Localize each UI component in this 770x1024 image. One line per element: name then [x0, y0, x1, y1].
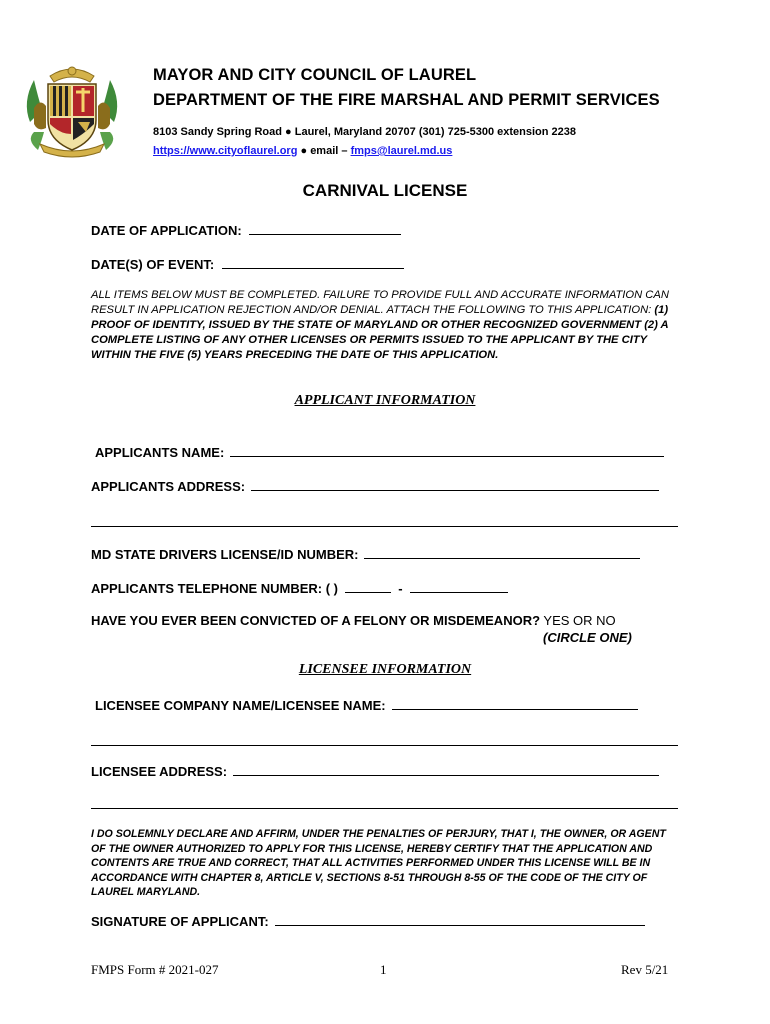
- header-department-name: DEPARTMENT OF THE FIRE MARSHAL AND PERMIT SERVICES: [153, 91, 660, 109]
- drivers-license-row: [91, 546, 640, 562]
- revision-label: Rev 5/21: [621, 962, 669, 977]
- dates-of-event-label: DATE(S) OF EVENT:: [91, 257, 215, 272]
- licensee-company-row: [95, 697, 638, 713]
- date-of-application-row: [91, 222, 401, 238]
- dates-of-event-row: [91, 256, 404, 272]
- signature-row: [91, 913, 645, 929]
- telephone-prefix-field[interactable]: [345, 580, 391, 593]
- felony-question: HAVE YOU EVER BEEN CONVICTED OF A FELONY OR MISDEMEANOR?: [91, 613, 541, 628]
- dates-of-event-field[interactable]: [222, 256, 404, 269]
- applicant-section-heading: APPLICANT INFORMATION: [294, 393, 476, 408]
- applicant-address-label: APPLICANTS ADDRESS:: [91, 479, 246, 494]
- declaration-paragraph: I DO SOLEMNLY DECLARE AND AFFIRM, UNDER THE PENALTIES OF PERJURY, THAT I, THE OWNER, OR AGENT OF THE OWNER AUTHORIZED TO APPLY FOR THIS LICENSE, HEREBY CERTIFY THAT THE APPLICATION AND CONTENTS ARE TRUE AND CORRECT, THAT ALL ACTIVITIES PERFORMED UNDER THIS LICENSE WILL BE IN ACCORDANCE WITH CHAPTER 8, ARTICLE V, SECTIONS 8-51 THROUGH 8-55 OF THE CODE OF THE CITY OF LAUREL MARYLAND.: [91, 828, 666, 899]
- licensee-address-label: LICENSEE ADDRESS:: [91, 764, 228, 779]
- city-seal-icon: [20, 62, 124, 158]
- licensee-address-field[interactable]: [233, 763, 659, 776]
- date-of-application-label: DATE OF APPLICATION:: [91, 223, 242, 238]
- telephone-number-field[interactable]: [410, 580, 508, 593]
- email-link[interactable]: fmps@laurel.md.us: [350, 145, 453, 157]
- form-number: FMPS Form # 2021-027: [91, 962, 219, 977]
- drivers-license-field[interactable]: [364, 546, 640, 559]
- applicant-name-field[interactable]: [230, 444, 664, 457]
- page-number: 1: [380, 962, 387, 977]
- telephone-dash: -: [398, 581, 403, 596]
- signature-field[interactable]: [275, 913, 645, 926]
- header-address: 8103 Sandy Spring Road ● Laurel, Maryland 20707 (301) 725-5300 extension 2238: [153, 126, 577, 138]
- email-separator: ● email –: [297, 145, 351, 157]
- website-link[interactable]: https://www.cityoflaurel.org: [153, 145, 298, 157]
- header-contact-line: [153, 145, 452, 157]
- instructions-attachments: (1) PROOF OF IDENTITY, ISSUED BY THE STATE OF MARYLAND OR OTHER RECOGNIZED GOVERNMENT (2) A COMPLETE LISTING OF ANY OTHER LICENSES OR PERMITS ISSUED TO THE APPLICANT BY THE CITY WITHIN THE FIVE (5) YEARS PRECEDING THE DATE OF THIS APPLICATION.: [91, 304, 669, 361]
- instructions-paragraph: [91, 288, 681, 363]
- circle-one-note: (CIRCLE ONE): [543, 630, 632, 645]
- drivers-license-label: MD STATE DRIVERS LICENSE/ID NUMBER:: [91, 547, 359, 562]
- applicant-address-line-2[interactable]: [91, 526, 678, 527]
- licensee-address-row: [91, 763, 659, 779]
- applicant-address-row: [91, 478, 659, 494]
- felony-question-row: [91, 613, 616, 628]
- signature-label: SIGNATURE OF APPLICANT:: [91, 914, 269, 929]
- header-city-name: MAYOR AND CITY COUNCIL OF LAUREL: [153, 66, 477, 84]
- form-title: CARNIVAL LICENSE: [302, 181, 468, 200]
- applicant-name-row: [95, 444, 664, 460]
- date-of-application-field[interactable]: [249, 222, 401, 235]
- licensee-company-label: LICENSEE COMPANY NAME/LICENSEE NAME:: [95, 698, 386, 713]
- licensee-company-field[interactable]: [392, 697, 638, 710]
- telephone-label: APPLICANTS TELEPHONE NUMBER: ( ): [91, 581, 338, 596]
- instructions-text: ALL ITEMS BELOW MUST BE COMPLETED. FAILURE TO PROVIDE FULL AND ACCURATE INFORMATION CAN RESULT IN APPLICATION REJECTION AND/OR DENIAL. ATTACH THE FOLLOWING TO THIS APPLICATION:: [91, 289, 669, 316]
- telephone-row: [91, 580, 508, 596]
- applicant-address-field[interactable]: [251, 478, 659, 491]
- felony-options[interactable]: YES OR NO: [540, 613, 616, 628]
- licensee-address-line-2[interactable]: [91, 808, 678, 809]
- licensee-section-heading: LICENSEE INFORMATION: [298, 662, 472, 677]
- licensee-company-line-2[interactable]: [91, 745, 678, 746]
- applicant-name-label: APPLICANTS NAME:: [95, 445, 225, 460]
